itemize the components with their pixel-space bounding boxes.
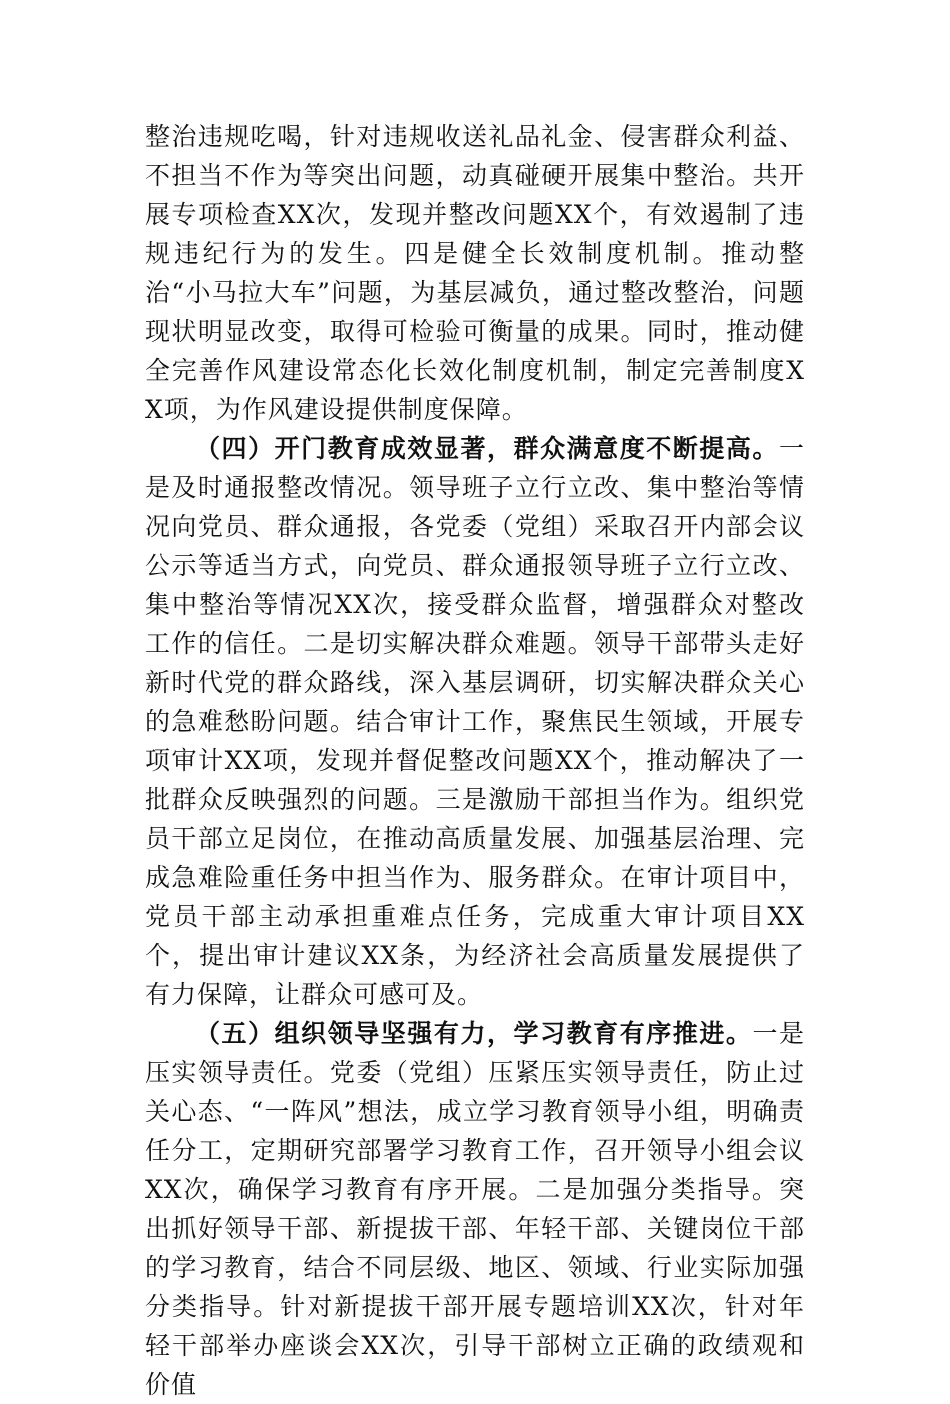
paragraph-2 bbox=[145, 429, 805, 1014]
section-heading-4: （四）开门教育成效显著，群众满意度不断提高。 bbox=[195, 434, 779, 463]
paragraph-2-body: 一是及时通报整改情况。领导班子立行立改、集中整治等情况向党员、群众通报，各党委（党组）采取召开内部会议公示等适当方式，向党员、群众通报领导班子立行立改、集中整治等情况XX次，接受群众监督，增强群众对整改工作的信任。二是切实解决群众难题。领导干部带头走好新时代党的群众路线，深入基层调研，切实解决群众关心的急难愁盼问题。结合审计工作，聚焦民生领域，开展专项审计XX项，发现并督促整改问题XX个，推动解决了一批群众反映强烈的问题。三是激励干部担当作为。组织党员干部立足岗位，在推动高质量发展、加强基层治理、完成急难险重任务中担当作为、服务群众。在审计项目中，党员干部主动承担重难点任务，完成重大审计项目XX个，提出审计建议XX条，为经济社会高质量发展提供了有力保障，让群众可感可及。 bbox=[145, 434, 805, 1009]
paragraph-1 bbox=[145, 117, 805, 429]
section-heading-5: （五）组织领导坚强有力，学习教育有序推进。 bbox=[195, 1019, 753, 1048]
paragraph-3-body: 一是压实领导责任。党委（党组）压紧压实领导责任，防止过关心态、“一阵风”想法，成立学习教育领导小组，明确责任分工，定期研究部署学习教育工作，召开领导小组会议XX次，确保学习教育有序开展。二是加强分类指导。突出抓好领导干部、新提拔干部、年轻干部、关键岗位干部的学习教育，结合不同层级、地区、领域、行业实际加强分类指导。针对新提拔干部开展专题培训XX次，针对年轻干部举办座谈会XX次，引导干部树立正确的政绩观和价值 bbox=[145, 1019, 805, 1399]
paragraph-1-body: 整治违规吃喝，针对违规收送礼品礼金、侵害群众利益、不担当不作为等突出问题，动真碰硬开展集中整治。共开展专项检查XX次，发现并整改问题XX个，有效遏制了违规违纪行为的发生。四是健全长效制度机制。推动整治“小马拉大车”问题，为基层减负，通过整改整治，问题现状明显改变，取得可检验可衡量的成果。同时，推动健全完善作风建设常态化长效化制度机制，制定完善制度XX项，为作风建设提供制度保障。 bbox=[145, 122, 805, 424]
paragraph-3 bbox=[145, 1014, 805, 1404]
document-page bbox=[145, 117, 805, 1404]
